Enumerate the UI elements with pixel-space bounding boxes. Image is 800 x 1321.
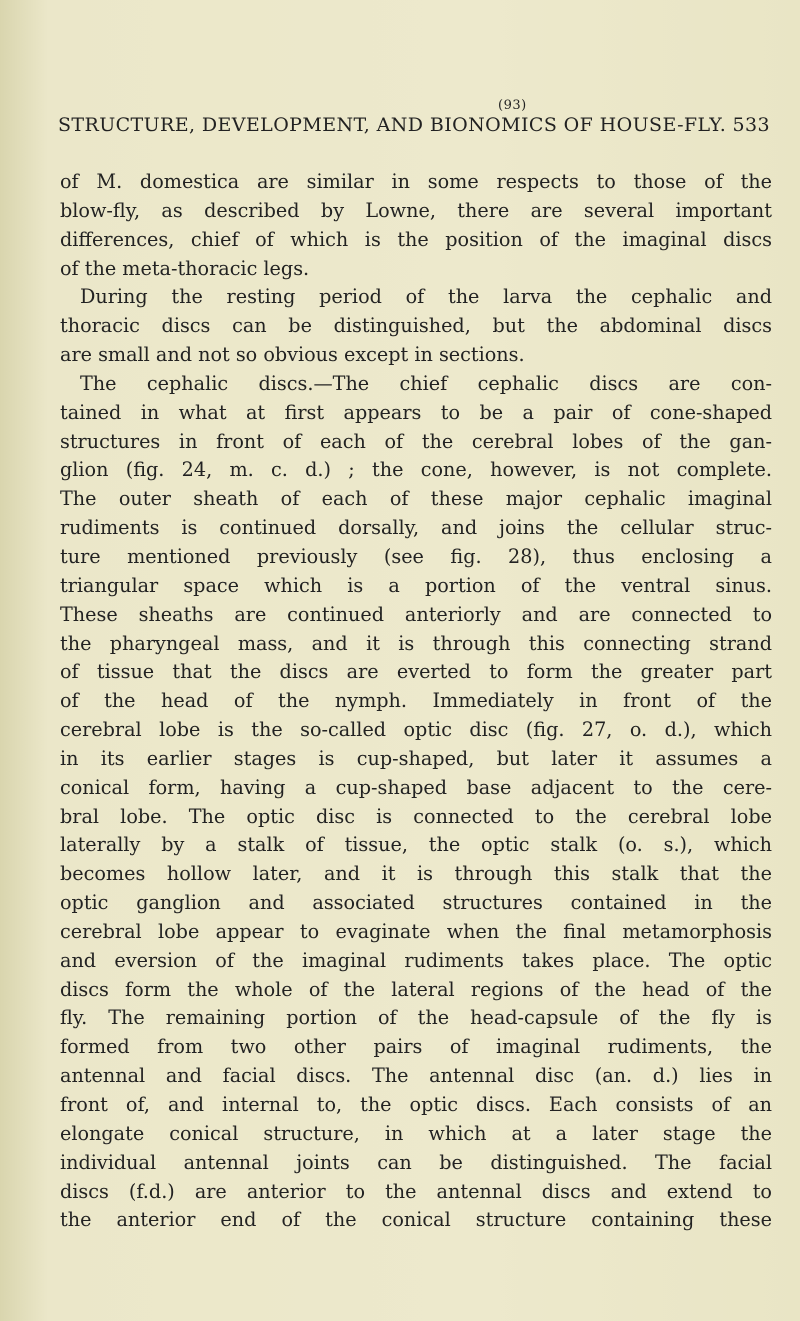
plate-number: (93) bbox=[498, 98, 527, 113]
text-line: individual antennal joints can be distinguished. The facial bbox=[60, 1150, 772, 1174]
page-number: 533 bbox=[732, 114, 770, 136]
text-line: front of, and internal to, the optic discs. Each consists of an bbox=[60, 1093, 772, 1116]
text-line: The cephalic discs.—The chief cephalic discs are con- bbox=[80, 371, 772, 395]
text-line: differences, chief of which is the position of the imaginal discs bbox=[60, 227, 772, 251]
text-line: of the head of the nymph. Immediately in front of the bbox=[60, 689, 772, 713]
text-line: cerebral lobe appear to evaginate when the final metamorphosis bbox=[60, 919, 772, 943]
text-line: bral lobe. The optic disc is connected to the cerebral lobe bbox=[60, 804, 772, 828]
text-line: and eversion of the imaginal rudiments takes place. The optic bbox=[60, 948, 772, 972]
text-line: tained in what at first appears to be a pair of cone-shaped bbox=[60, 400, 772, 424]
text-line: ture mentioned previously (see fig. 28), thus enclosing a bbox=[60, 544, 772, 568]
text-line: discs form the whole of the lateral regions of the head of the bbox=[60, 977, 772, 1001]
text-line: thoracic discs can be distinguished, but the abdominal discs bbox=[60, 314, 772, 338]
text-line: of M. domestica are similar in some respects to those of the bbox=[60, 170, 772, 193]
text-line: discs (f.d.) are anterior to the antennal discs and extend to bbox=[60, 1179, 772, 1203]
text-line: optic ganglion and associated structures contained in the bbox=[60, 891, 772, 915]
text-line: the anterior end of the conical structure containing these bbox=[60, 1208, 772, 1232]
text-line: blow-fly, as described by Lowne, there are several important bbox=[60, 198, 772, 222]
running-head bbox=[58, 114, 770, 136]
text-line: glion (fig. 24, m. c. d.) ; the cone, however, is not complete. bbox=[60, 458, 772, 482]
body-text bbox=[60, 168, 772, 1235]
text-line: the pharyngeal mass, and it is through this connecting strand bbox=[60, 631, 772, 655]
text-line: are small and not so obvious except in sections. bbox=[60, 343, 525, 367]
text-line: fly. The remaining portion of the head-capsule of the fly is bbox=[60, 1006, 772, 1030]
text-line: triangular space which is a portion of the ventral sinus. bbox=[60, 573, 772, 597]
text-line: laterally by a stalk of tissue, the optic stalk (o. s.), which bbox=[60, 833, 772, 857]
text-line: becomes hollow later, and it is through this stalk that the bbox=[60, 862, 772, 886]
text-line: of the meta-thoracic legs. bbox=[60, 256, 310, 280]
text-line: conical form, having a cup-shaped base adjacent to the cere- bbox=[60, 775, 772, 799]
running-title: STRUCTURE, DEVELOPMENT, AND BIONOMICS OF HOUSE-FLY. bbox=[58, 114, 727, 136]
text-line: structures in front of each of the cerebral lobes of the gan- bbox=[60, 429, 772, 453]
text-line: in its earlier stages is cup-shaped, but later it assumes a bbox=[60, 746, 772, 770]
text-line: elongate conical structure, in which at a later stage the bbox=[60, 1121, 772, 1145]
text-line: of tissue that the discs are everted to form the greater part bbox=[60, 660, 772, 684]
text-line: The outer sheath of each of these major cephalic imaginal bbox=[60, 487, 772, 511]
text-line: During the resting period of the larva the cephalic and bbox=[80, 285, 772, 309]
text-line: These sheaths are continued anteriorly and are connected to bbox=[60, 602, 772, 626]
text-line: rudiments is continued dorsally, and joins the cellular struc- bbox=[60, 516, 772, 540]
text-line: formed from two other pairs of imaginal rudiments, the bbox=[60, 1035, 772, 1059]
text-line: cerebral lobe is the so-called optic disc (fig. 27, o. d.), which bbox=[60, 718, 772, 742]
text-line: antennal and facial discs. The antennal disc (an. d.) lies in bbox=[60, 1064, 772, 1088]
